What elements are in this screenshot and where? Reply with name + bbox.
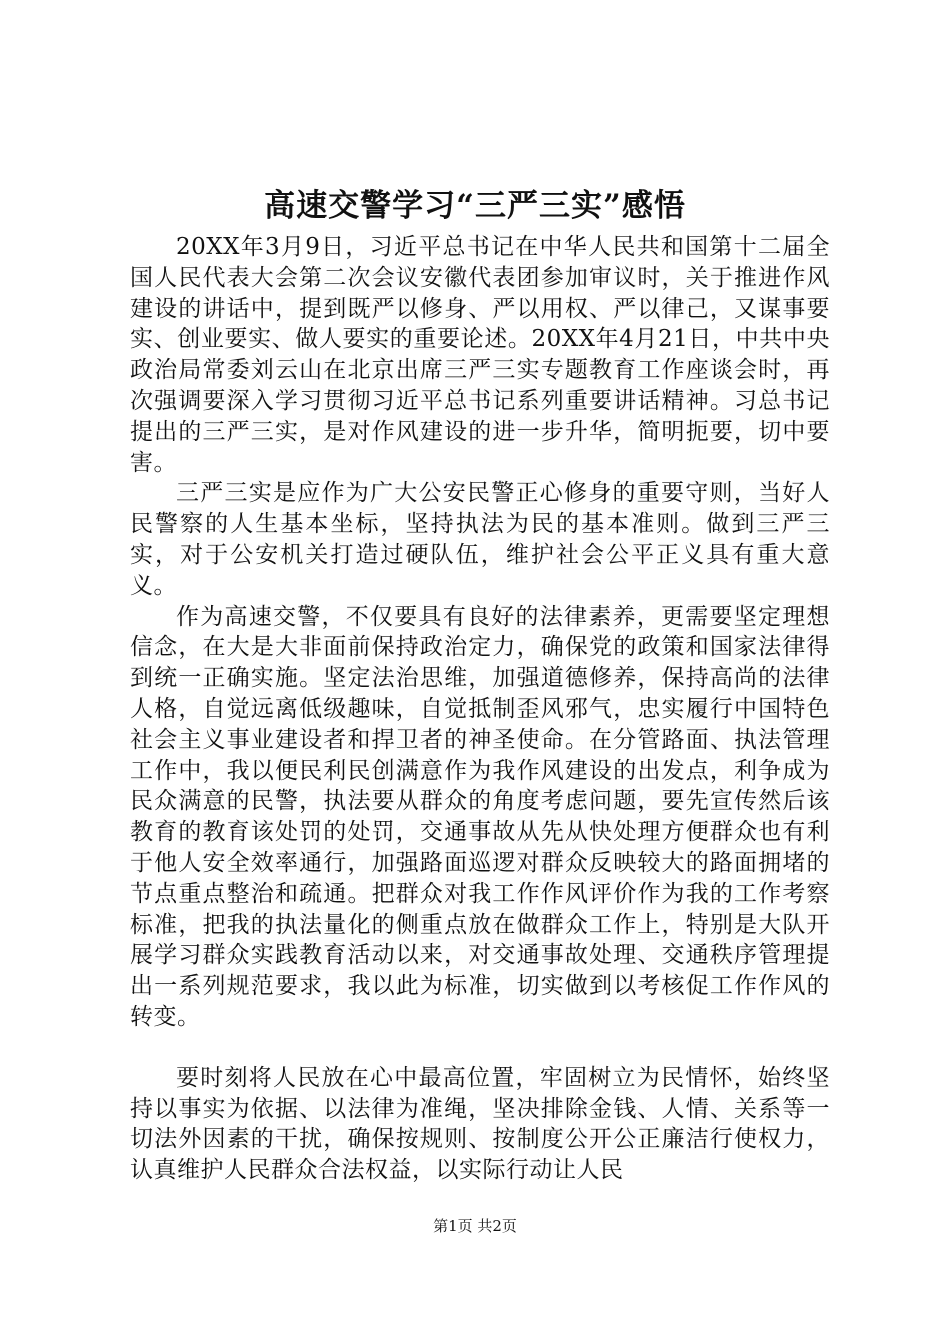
- paragraph-2: 三严三实是应作为广大公安民警正心修身的重要守则，当好人民警察的人生基本坐标，坚持执法为民的基本准则。做到三严三实，对于公安机关打造过硬队伍，维护社会公平正义具有重大意义。: [130, 480, 830, 599]
- paragraph-3: 作为高速交警，不仅要具有良好的法律素养，更需要坚定理想信念，在大是大非面前保持政治定力，确保党的政策和国家法律得到统一正确实施。坚定法治思维，加强道德修养，保持高尚的法律人格，自觉远离低级趣味，自觉抵制歪风邪气，忠实履行中国特色社会主义事业建设者和捍卫者的神圣使命。在分管路面、执法管理工作中，我以便民利民创满意作为我作风建设的出发点，利争成为民众满意的民警，执法要从群众的角度考虑问题，要先宣传然后该教育的教育该处罚的处罚，交通事故从先从快处理方便群众也有利于他人安全效率通行，加强路面巡逻对群众反映较大的路面拥堵的节点重点整治和疏通。把群众对我工作作风评价作为我的工作考察标准，把我的执法量化的侧重点放在做群众工作上，特别是大队开展学习群众实践教育活动以来，对交通事故处理、交通秩序管理提出一系列规范要求，我以此为标准，切实做到以考核促工作作风的转变。: [130, 603, 830, 1030]
- document-title: 高速交警学习“三严三实”感悟: [264, 188, 686, 224]
- page-number-footer: 第1页 共2页: [433, 1217, 517, 1235]
- paragraph-1: 20XX年3月9日，习近平总书记在中华人民共和国第十二届全国人民代表大会第二次会议安徽代表团参加审议时，关于推进作风建设的讲话中，提到既严以修身、严以用权、严以律己，又谋事要实、创业要实、做人要实的重要论述。20XX年4月21日，中共中央政治局常委刘云山在北京出席三严三实专题教育工作座谈会时，再次强调要深入学习贯彻习近平总书记系列重要讲话精神。习总书记提出的三严三实，是对作风建设的进一步升华，简明扼要，切中要害。: [130, 234, 830, 476]
- document-body: [130, 232, 830, 1186]
- paragraph-4: 要时刻将人民放在心中最高位置，牢固树立为民情怀，始终坚持以事实为依据、以法律为准绳，坚决排除金钱、人情、关系等一切法外因素的干扰，确保按规则、按制度公开公正廉洁行使权力，认真维护人民群众合法权益，以实际行动让人民: [130, 1064, 830, 1184]
